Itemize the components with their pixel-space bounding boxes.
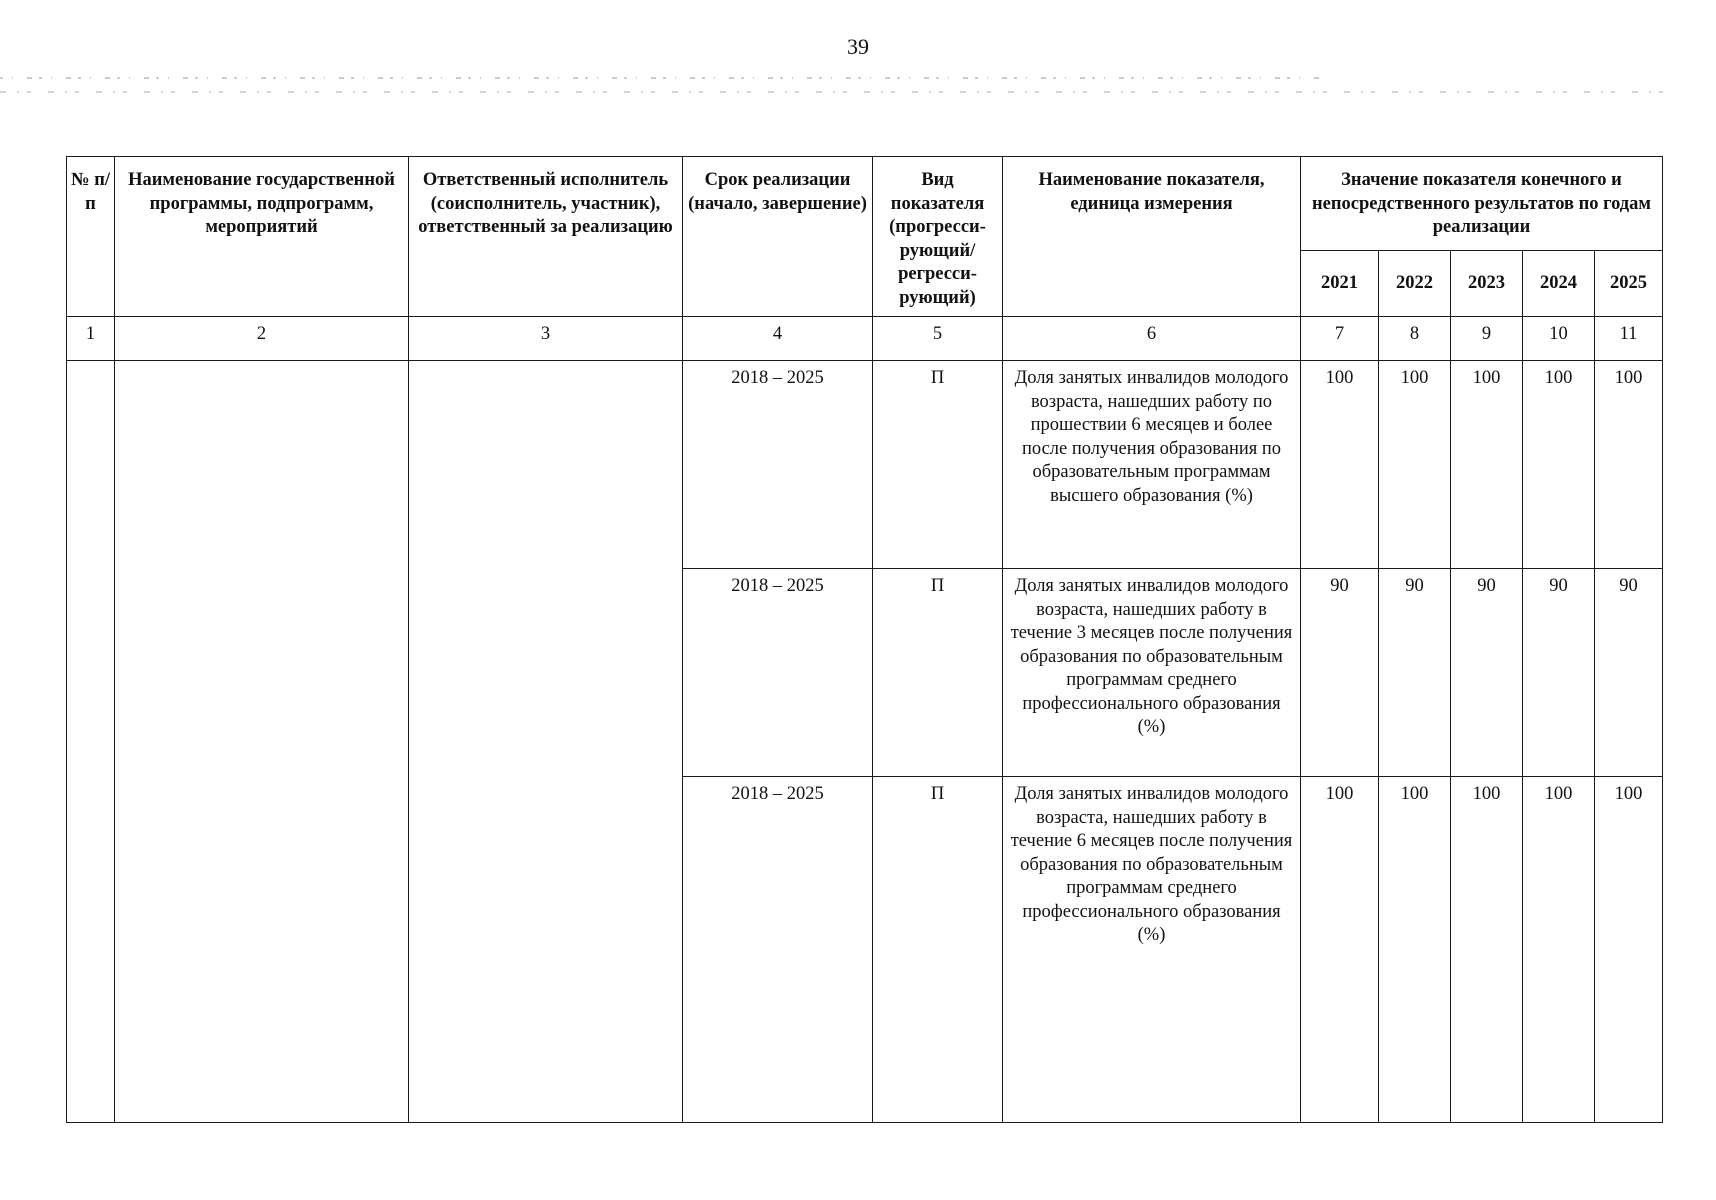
header-year: 2022	[1379, 251, 1451, 317]
indicator-type-cell: П	[873, 777, 1003, 1123]
column-number: 8	[1379, 317, 1451, 361]
header-year: 2021	[1301, 251, 1379, 317]
column-number: 4	[683, 317, 873, 361]
column-number: 2	[115, 317, 409, 361]
header-program-name: Наименование государственной программы, подпрограмм, мероприятий	[115, 157, 409, 317]
page-number: 39	[847, 34, 869, 59]
value-cell: 100	[1523, 777, 1595, 1123]
header-responsible: Ответственный исполнитель (соисполнитель, участник), ответственный за реализацию	[409, 157, 683, 317]
header-values-group: Значение показателя конечного и непосредственного результатов по годам реализации	[1301, 157, 1663, 251]
indicator-name-cell: Доля занятых инвалидов молодого возраста, нашедших работу в течение 6 месяцев после получения образования по образовательным программам среднего профессионального образования (%)	[1003, 777, 1301, 1123]
header-year: 2023	[1451, 251, 1523, 317]
period-cell: 2018 – 2025	[683, 569, 873, 777]
value-cell: 100	[1523, 361, 1595, 569]
empty-program-cell	[115, 361, 409, 1123]
column-number: 11	[1595, 317, 1663, 361]
empty-number-cell	[67, 361, 115, 1123]
period-cell: 2018 – 2025	[683, 361, 873, 569]
value-cell: 100	[1379, 361, 1451, 569]
indicator-type-cell: П	[873, 569, 1003, 777]
header-year: 2025	[1595, 251, 1663, 317]
value-cell: 100	[1379, 777, 1451, 1123]
column-number: 7	[1301, 317, 1379, 361]
header-period: Срок реализации (начало, завершение)	[683, 157, 873, 317]
scan-noise-lines	[0, 70, 1716, 110]
value-cell: 90	[1451, 569, 1523, 777]
column-number: 1	[67, 317, 115, 361]
value-cell: 90	[1595, 569, 1663, 777]
value-cell: 100	[1451, 361, 1523, 569]
indicator-table	[66, 156, 1663, 1123]
column-number: 6	[1003, 317, 1301, 361]
indicator-name-cell: Доля занятых инвалидов молодого возраста, нашедших работу в течение 3 месяцев после получения образования по образовательным программам среднего профессионального образования (%)	[1003, 569, 1301, 777]
value-cell: 90	[1523, 569, 1595, 777]
empty-responsible-cell	[409, 361, 683, 1123]
indicator-type-cell: П	[873, 361, 1003, 569]
header-year: 2024	[1523, 251, 1595, 317]
column-number: 3	[409, 317, 683, 361]
column-number: 9	[1451, 317, 1523, 361]
header-number: № п/п	[67, 157, 115, 317]
value-cell: 90	[1301, 569, 1379, 777]
value-cell: 100	[1301, 361, 1379, 569]
column-number: 5	[873, 317, 1003, 361]
value-cell: 100	[1301, 777, 1379, 1123]
column-number: 10	[1523, 317, 1595, 361]
value-cell: 100	[1451, 777, 1523, 1123]
indicator-name-cell: Доля занятых инвалидов молодого возраста, нашедших работу по прошествии 6 месяцев и более после получения образования по образовательным программам высшего образования (%)	[1003, 361, 1301, 569]
value-cell: 100	[1595, 777, 1663, 1123]
value-cell: 90	[1379, 569, 1451, 777]
header-indicator-type: Вид показателя (прогресси-рующий/ регресси-рующий)	[873, 157, 1003, 317]
value-cell: 100	[1595, 361, 1663, 569]
period-cell: 2018 – 2025	[683, 777, 873, 1123]
header-indicator-name: Наименование показателя, единица измерения	[1003, 157, 1301, 317]
